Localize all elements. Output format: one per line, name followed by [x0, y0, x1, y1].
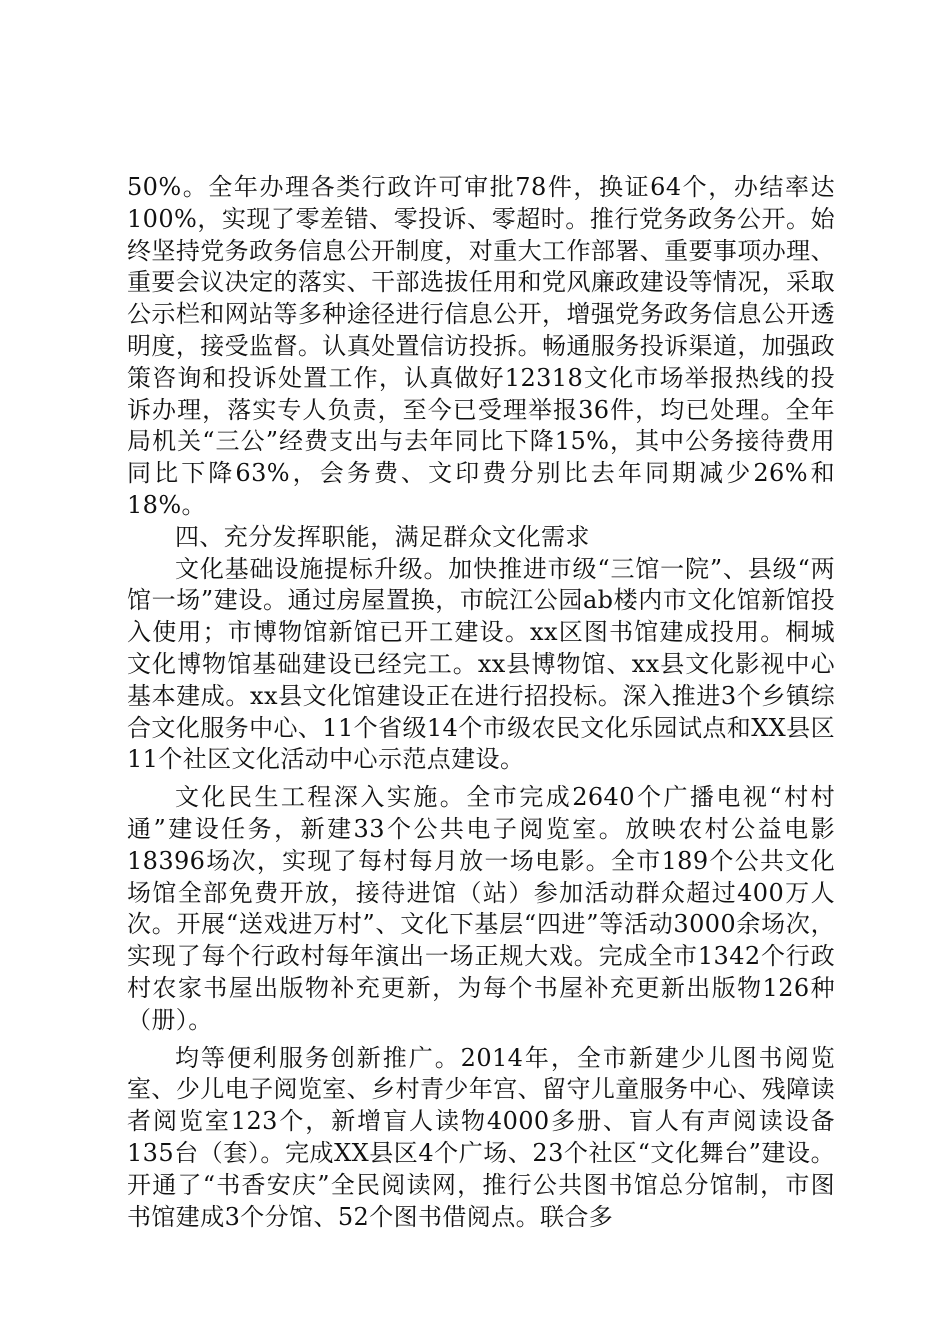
paragraph-infrastructure: 文化基础设施提标升级。加快推进市级“三馆一院”、县级“两馆一场”建设。通过房屋置换，市皖江公园ab楼内市文化馆新馆投入使用；市博物馆新馆已开工建设。xx区图书馆建成投用。桐城文化博物馆基础建设已经完工。xx县博物馆、xx县文化影视中心基本建成。xx县文化馆建设正在进行招投标。深入推进3个乡镇综合文化服务中心、11个省级14个市级农民文化乐园试点和XX县区11个社区文化活动中心示范点建设。	[127, 554, 835, 774]
paragraph-livelihood-projects: 文化民生工程深入实施。全市完成2640个广播电视“村村通”建设任务，新建33个公共电子阅览室。放映农村公益电影18396场次，实现了每村每月放一场电影。全市189个公共文化场馆全部免费开放，接待进馆（站）参加活动群众超过400万人次。开展“送戏进万村”、文化下基层“四进”等活动3000余场次，实现了每个行政村每年演出一场正规大戏。完成全市1342个行政村农家书屋出版物补充更新，为每个书屋补充更新出版物126种（册）。	[127, 783, 835, 1034]
paragraph-continuation: 50%。全年办理各类行政许可审批78件，换证64个，办结率达100%，实现了零差错、零投诉、零超时。推行党务政务公开。始终坚持党务政务信息公开制度，对重大工作部署、重要事项办理、重要会议决定的落实、干部选拔任用和党风廉政建设等情况，采取公示栏和网站等多种途径进行信息公开，增强党务政务信息公开透明度，接受监督。认真处置信访投拆。畅通服务投诉渠道，加强政策咨询和投诉处置工作，认真做好12318文化市场举报热线的投诉办理，落实专人负责，至今已受理举报36件，均已处理。全年局机关“三公”经费支出与去年同比下降15%，其中公务接待费用同比下降63%，会务费、文印费分别比去年同期减少26%和18%。	[127, 173, 835, 519]
paragraph-equal-services: 均等便利服务创新推广。2014年，全市新建少儿图书阅览室、少儿电子阅览室、乡村青少年宫、留守儿童服务中心、残障读者阅览室123个，新增盲人读物4000多册、盲人有声阅读设备135台（套）。完成XX县区4个广场、23个社区“文化舞台”建设。开通了“书香安庆”全民阅读网，推行公共图书馆总分馆制，市图书馆建成3个分馆、52个图书借阅点。联合多	[127, 1043, 835, 1231]
section-heading: 四、充分发挥职能，满足群众文化需求	[175, 522, 590, 551]
document-body	[127, 172, 835, 1233]
